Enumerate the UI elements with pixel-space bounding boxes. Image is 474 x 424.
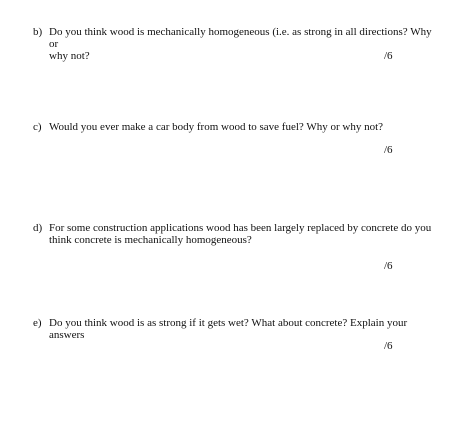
question-b-marks: /6 bbox=[384, 50, 393, 62]
question-text bbox=[49, 222, 439, 246]
question-letter: c) bbox=[33, 121, 42, 133]
question-text bbox=[49, 317, 439, 341]
question-text-line: For some construction applications wood has been largely replaced by concrete do you bbox=[49, 222, 432, 234]
question-text-line: Do you think wood is as strong if it gets wet? What about concrete? Explain your answers bbox=[49, 317, 408, 341]
question-text bbox=[49, 121, 439, 133]
question-e-marks: /6 bbox=[384, 340, 393, 352]
question-text-line: why not? bbox=[49, 50, 90, 62]
question-d-marks: /6 bbox=[384, 260, 393, 272]
question-text bbox=[49, 26, 439, 62]
question-c-marks: /6 bbox=[384, 144, 393, 156]
question-text-line: Do you think wood is mechanically homogeneous (i.e. as strong in all directions? Why or bbox=[49, 26, 432, 50]
question-letter: d) bbox=[33, 222, 43, 234]
question-letter: b) bbox=[33, 26, 43, 38]
question-letter: e) bbox=[33, 317, 42, 329]
question-text-line: think concrete is mechanically homogeneous? bbox=[49, 234, 252, 246]
question-text-line: Would you ever make a car body from wood to save fuel? Why or why not? bbox=[49, 121, 384, 133]
